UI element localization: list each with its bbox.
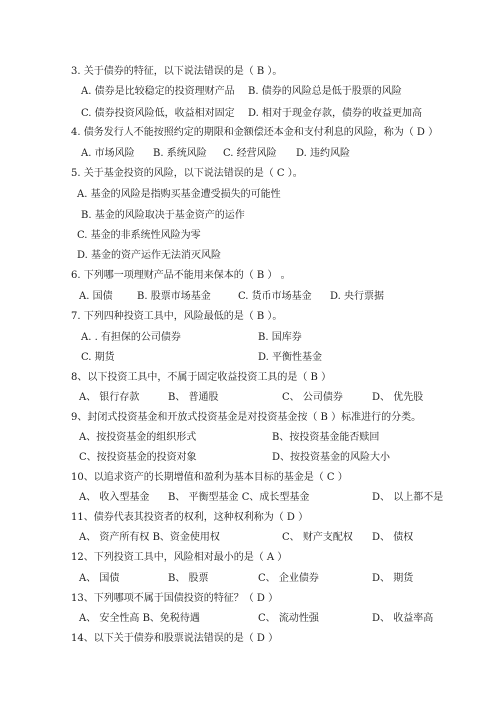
question-11-option-d: D、 债权 xyxy=(372,532,414,543)
question-10-option-bc: B、 平衡型基金 C、成长型基金 xyxy=(168,492,310,503)
question-5-option-c: C. 基金的非系统性风险为零 xyxy=(77,230,201,241)
question-13-option-ab: A、 安全性高 B、免税待遇 xyxy=(79,613,200,624)
question-11-stem: 11、债券代表其投资者的权利，这种权利称为（ D ） xyxy=(71,512,309,523)
question-13-stem: 13、下列哪项不属于国债投资的特征？（ D ） xyxy=(71,593,279,604)
question-7-option-b: B. 国库券 xyxy=(258,332,302,343)
question-7-stem: 7. 下列四种投资工具中，风险最低的是（ B ）。 xyxy=(71,311,283,322)
question-8-option-c: C、 公司债券 xyxy=(282,392,343,403)
question-12-stem: 12、下列投资工具中，风险相对最小的是（ A ） xyxy=(71,552,288,563)
question-6-stem: 6. 下列哪一项理财产品不能用来保本的（ B ） 。 xyxy=(71,270,291,281)
question-10-option-d: D、 以上都不是 xyxy=(372,492,444,503)
question-3-option-d: D. 相对于现金存款，债券的收益更加高 xyxy=(248,108,423,119)
question-6-option-c: C. 货币市场基金 xyxy=(238,291,312,302)
question-10-stem: 10、以追求资产的长期增值和盈利为基本目标的基金是（ C ） xyxy=(71,472,348,483)
question-12-option-a: A、 国债 xyxy=(79,573,120,584)
question-5-option-b: B. 基金的风险取决于基金资产的运作 xyxy=(81,210,245,221)
question-8-stem: 8、以下投资工具中，不属于固定收益投资工具的是（ B ） xyxy=(71,372,332,383)
question-11-option-ab: A、 资产所有权 B、资金使用权 xyxy=(79,532,220,543)
question-10-option-a: A、 收入型基金 xyxy=(79,492,150,503)
question-4-stem: 4. 债务发行人不能按照约定的期限和金额偿还本金和支付利息的风险，称为（ D ） xyxy=(71,127,439,138)
question-4-option-c: C. 经营风险 xyxy=(223,148,277,159)
question-5-option-d: D. 基金的资产运作无法消灭风险 xyxy=(77,250,222,261)
question-6-option-a: A. 国债 xyxy=(79,291,113,302)
question-9-option-c: C、按投资基金的投资对象 xyxy=(79,452,197,463)
question-13-option-d: D、 收益率高 xyxy=(372,613,434,624)
question-4-option-b: B. 系统风险 xyxy=(153,148,207,159)
question-11-option-c: C、 财产支配权 xyxy=(282,532,353,543)
question-9-option-d: D、按投资基金的风险大小 xyxy=(272,452,391,463)
question-4-option-a: A. 市场风险 xyxy=(81,148,135,159)
question-12-option-c: C、 企业债券 xyxy=(258,573,319,584)
question-3-option-b: B. 债券的风险总是低于股票的风险 xyxy=(248,86,402,97)
question-5-option-a: A. 基金的风险是指购买基金遭受损失的可能性 xyxy=(77,189,281,200)
question-9-option-a: A、按投资基金的组织形式 xyxy=(79,432,197,443)
question-8-option-b: B、 普通股 xyxy=(168,392,219,403)
question-6-option-b: B. 股票市场基金 xyxy=(137,291,211,302)
question-8-option-a: A、 银行存款 xyxy=(79,392,140,403)
question-3-option-c: C. 债券投资风险低，收益相对固定 xyxy=(81,108,235,119)
question-7-option-c: C. 期货 xyxy=(81,352,115,363)
question-7-option-a: A. . 有担保的公司债券 xyxy=(81,332,181,343)
question-8-option-d: D、 优先股 xyxy=(372,392,424,403)
question-12-option-b: B、 股票 xyxy=(168,573,209,584)
question-12-option-d: D、 期货 xyxy=(372,573,414,584)
question-14-stem: 14、以下关于债券和股票说法错误的是（ D ） xyxy=(71,633,279,644)
question-7-option-d: D. 平衡性基金 xyxy=(258,352,323,363)
question-9-stem: 9、封闭式投资基金和开放式投资基金是对投资基金按（ B ）标准进行的分类。 xyxy=(71,412,422,423)
question-3-option-a: A. 债券是比较稳定的投资理财产品 xyxy=(81,86,235,97)
question-9-option-b: B、按投资基金能否赎回 xyxy=(272,432,380,443)
question-5-stem: 5. 关于基金投资的风险，以下说法错误的是（ C ）。 xyxy=(71,168,303,179)
question-3-stem: 3. 关于债券的特征，以下说法错误的是（ B ）。 xyxy=(71,66,283,77)
question-4-option-d: D. 违约风险 xyxy=(296,148,351,159)
question-6-option-d: D. 央行票据 xyxy=(330,291,385,302)
question-13-option-c: C、 流动性强 xyxy=(258,613,319,624)
